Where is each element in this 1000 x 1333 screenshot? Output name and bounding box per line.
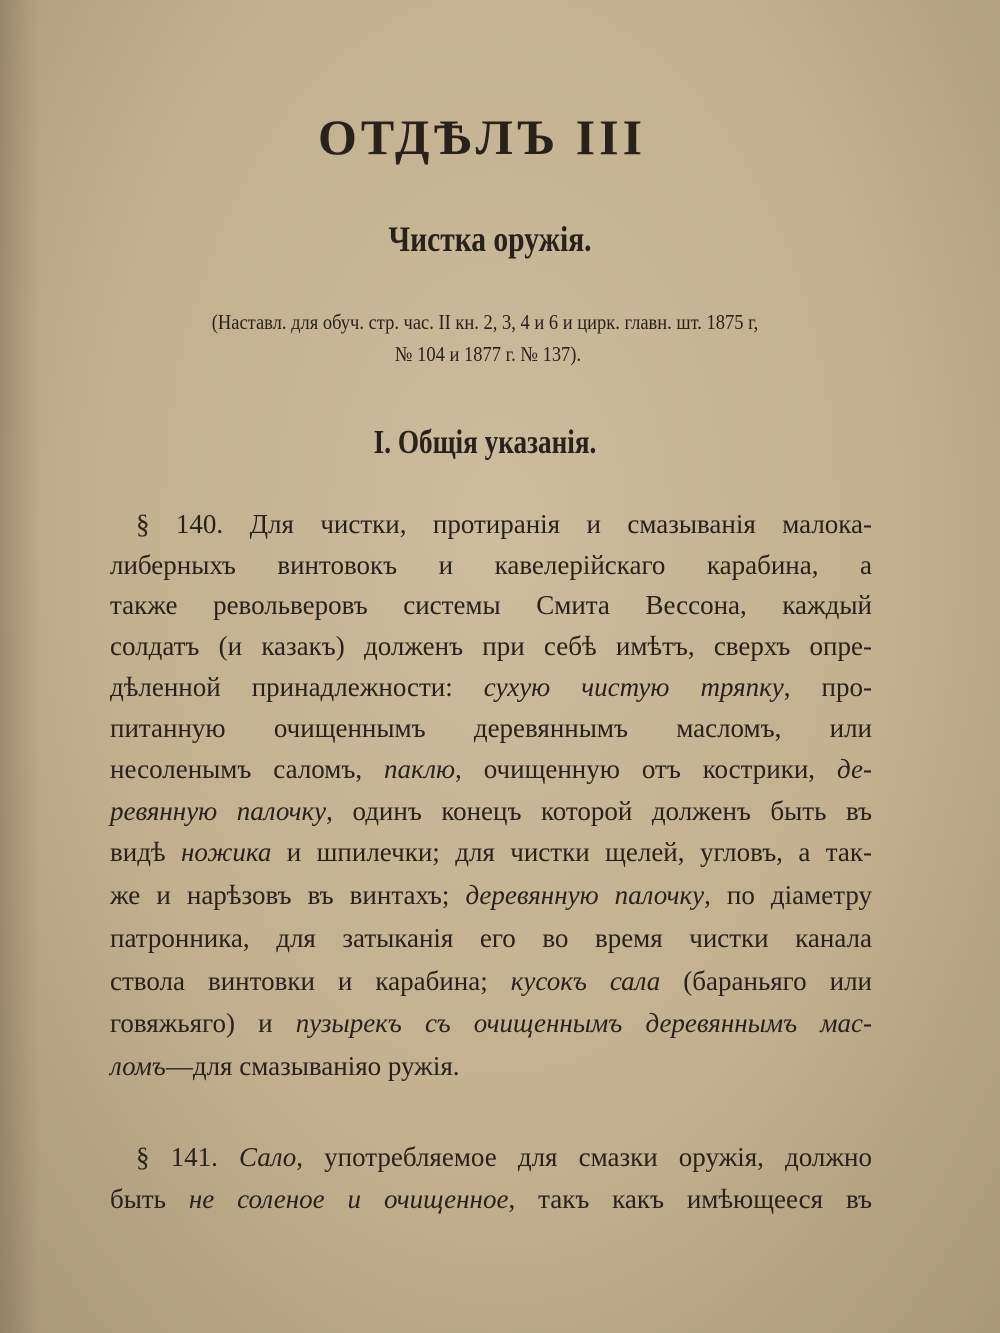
page-edge-shadow [0,0,40,1333]
italic-text: ломъ [110,1051,166,1081]
text-segment: § 140. Для чистки, протиранія и смазыванія малока- [136,509,872,539]
text-segment: , употребляемое для смазки оружія, должно [296,1142,873,1172]
italic-text: ножика [181,837,272,867]
citation-line: № 104 и 1877 г. № 137). [394,342,582,366]
section-title: ОТДѢЛЪ III [317,109,647,165]
italic-text: сухую чистую тряпку [483,672,784,702]
text-segment: быть [110,1184,189,1214]
text-segment: патронника, для затыканія его во время чистки канала [110,923,872,953]
text-segment: говяжьяго) и [110,1008,296,1038]
text-line [110,671,872,703]
citation-line: (Наставл. для обуч. стр. час. II кн. 2, 3, 4 и 6 и цирк. главн. шт. 1875 г, [211,310,759,334]
text-segment: несоленымъ саломъ, [110,754,385,784]
italic-text: не соленое и очищенное [188,1184,509,1214]
text-line [110,1050,872,1082]
text-line [110,1141,872,1173]
text-segment: (бараньяго или [660,966,872,996]
text-line [110,836,872,868]
text-line [110,879,872,911]
text-segment: и шпилечки; для чистки щелей, угловъ, а так- [271,837,872,867]
section-subtitle: Чистка оружія. [388,219,592,259]
italic-text: паклю [384,754,456,784]
text-segment: дѣленной принадлежности: [110,672,484,702]
text-line [110,1183,872,1215]
text-line [110,589,872,621]
text-line [110,630,872,662]
italic-text: Сало [239,1142,297,1172]
text-line [110,795,872,827]
text-segment: , про- [783,672,872,702]
italic-text: деревянную палочку [465,880,705,910]
text-line [110,965,872,997]
text-segment: видѣ [110,837,182,867]
text-line [110,712,872,744]
text-segment: § 141. [136,1142,239,1172]
text-segment: —для смазываніяо ружія. [165,1051,460,1081]
text-segment: либерныхъ винтовокъ и кавелерійскаго карабина, а [110,550,872,580]
text-line [110,549,872,581]
text-segment: солдатъ (и казакъ) долженъ при себѣ имѣтъ, сверхъ опре- [110,631,872,661]
text-line [110,922,872,954]
text-line [110,753,872,785]
text-segment: , по діаметру [704,880,872,910]
text-segment: питанную очищеннымъ деревяннымъ масломъ, или [110,713,872,743]
text-segment: же и нарѣзовъ въ винтахъ; [110,880,466,910]
text-segment: также револьверовъ системы Смита Вессона, каждый [110,590,872,620]
italic-text: ревянную палочку [110,796,327,826]
text-line [110,508,872,540]
italic-text: де- [837,754,872,784]
italic-text: пузырекъ съ очищеннымъ деревяннымъ мас- [295,1008,872,1038]
text-segment: , очищенную отъ кострики, [455,754,838,784]
italic-text: кусокъ сала [510,966,661,996]
text-line [110,1007,872,1039]
text-segment: ствола винтовки и карабина; [110,966,511,996]
chapter-heading: I. Общія указанія. [373,424,597,461]
text-segment: , такъ какъ имѣющееся въ [508,1184,872,1214]
text-segment: , одинъ конецъ которой долженъ быть въ [326,796,872,826]
